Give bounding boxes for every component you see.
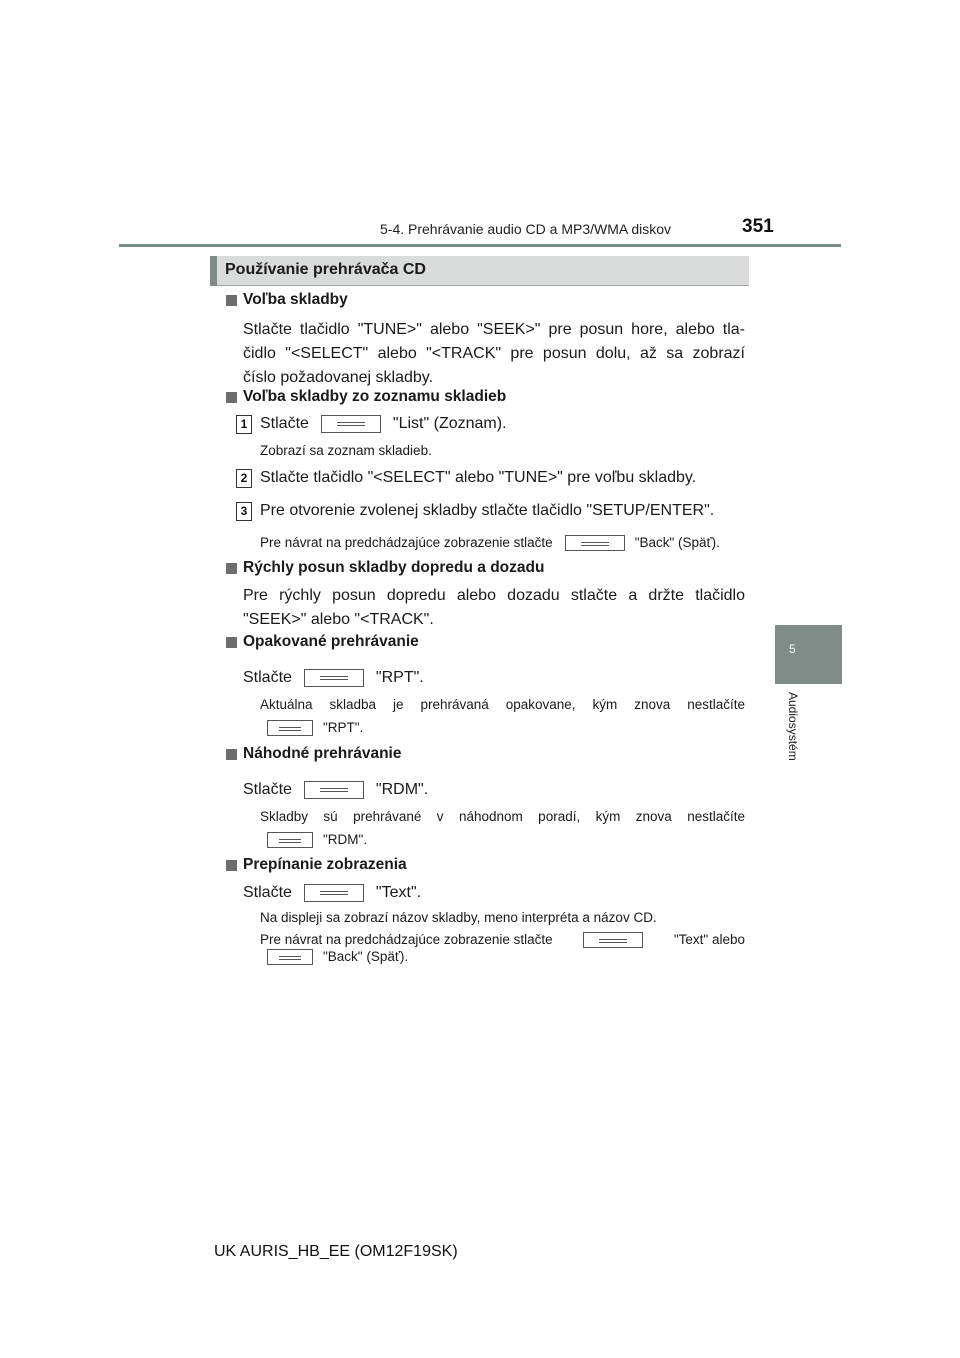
note-line: Skladby sú prehrávané v náhodnom poradí, kým znova nestlačíte — [260, 809, 745, 824]
note-text: "Back" (Späť). — [323, 949, 409, 964]
paragraph-line: Stlačte tlačidlo "TUNE>" alebo "SEEK>" pre posun hore, alebo tla- — [243, 321, 745, 338]
note-text: "RDM". — [323, 832, 368, 847]
press-instruction — [243, 666, 424, 690]
step-note: Zobrazí sa zoznam skladieb. — [260, 443, 432, 458]
note-line: Aktuálna skladba je prehrávaná opakovane, kým znova nestlačíte — [260, 697, 745, 712]
chapter-number: 5 — [789, 642, 796, 656]
screen-button-icon — [304, 669, 364, 687]
header-divider — [119, 244, 841, 247]
section-bar-accent — [210, 256, 217, 286]
step-text: "List" (Zoznam). — [392, 415, 507, 432]
step-number: 3 — [236, 502, 252, 521]
step-2-text: Stlačte tlačidlo "<SELECT" alebo "TUNE>" pre voľbu skladby. — [260, 469, 697, 486]
paragraph-line: číslo požadovanej skladby. — [243, 369, 434, 386]
heading-display-switch: Prepínanie zobrazenia — [243, 856, 407, 873]
heading-track-select: Voľba skladby — [243, 291, 348, 308]
screen-button-icon — [267, 832, 313, 848]
press-text: Stlačte — [243, 781, 292, 798]
press-text: "RDM". — [375, 781, 429, 798]
note-text: "RPT". — [323, 720, 364, 735]
note-line: Na displeji sa zobrazí názov skladby, meno interpréta a názov CD. — [260, 910, 657, 925]
screen-button-icon — [321, 415, 381, 433]
press-text: "Text". — [375, 884, 422, 901]
back-note — [260, 532, 720, 554]
chapter-label: Audiosystém — [786, 692, 800, 761]
paragraph-line: "SEEK>" alebo "<TRACK". — [243, 611, 434, 628]
screen-button-icon — [304, 781, 364, 799]
step-1-text — [260, 412, 507, 436]
note-text: Pre návrat na predchádzajúce zobrazenie stlačte — [260, 535, 553, 550]
step-3-text: Pre otvorenie zvolenej skladby stlačte tlačidlo "SETUP/ENTER". — [260, 502, 715, 519]
heading-fast-forward: Rýchly posun skladby dopredu a dozadu — [243, 559, 545, 576]
bullet-square — [226, 749, 237, 760]
press-text: "RPT". — [375, 669, 424, 686]
heading-random: Náhodné prehrávanie — [243, 745, 402, 762]
step-number: 1 — [236, 415, 252, 434]
footer-model-code: UK AURIS_HB_EE (OM12F19SK) — [214, 1243, 458, 1260]
bullet-square — [226, 563, 237, 574]
screen-button-icon — [583, 932, 643, 948]
paragraph-line: Pre rýchly posun dopredu alebo dozadu stlačte a držte tlačidlo — [243, 587, 745, 604]
note-line-2 — [267, 829, 367, 851]
page-number: 351 — [742, 216, 774, 237]
press-text: Stlačte — [243, 884, 292, 901]
press-instruction — [243, 881, 421, 905]
screen-button-icon — [267, 949, 313, 965]
note-text: "Text" alebo — [673, 932, 745, 947]
screen-button-icon — [267, 720, 313, 736]
note-text: "Back" (Späť). — [634, 535, 720, 550]
heading-track-list: Voľba skladby zo zoznamu skladieb — [243, 388, 507, 405]
bullet-square — [226, 860, 237, 871]
screen-button-icon — [304, 884, 364, 902]
paragraph-line: čidlo "<SELECT" alebo "<TRACK" pre posun dolu, až sa zobrazí — [243, 345, 745, 362]
heading-repeat: Opakované prehrávanie — [243, 633, 419, 650]
section-title: Používanie prehrávača CD — [225, 261, 426, 278]
note-line-2 — [267, 717, 363, 739]
screen-button-icon — [565, 535, 625, 551]
chapter-tab — [775, 625, 842, 684]
bullet-square — [226, 637, 237, 648]
note-line-3 — [267, 946, 408, 968]
note-text: Pre návrat na predchádzajúce zobrazenie stlačte — [260, 932, 553, 947]
step-text: Stlačte — [260, 415, 309, 432]
press-instruction — [243, 778, 428, 802]
header-section-title: 5-4. Prehrávanie audio CD a MP3/WMA diskov — [380, 221, 672, 237]
bullet-square — [226, 392, 237, 403]
press-text: Stlačte — [243, 669, 292, 686]
bullet-square — [226, 295, 237, 306]
step-number: 2 — [236, 469, 252, 488]
